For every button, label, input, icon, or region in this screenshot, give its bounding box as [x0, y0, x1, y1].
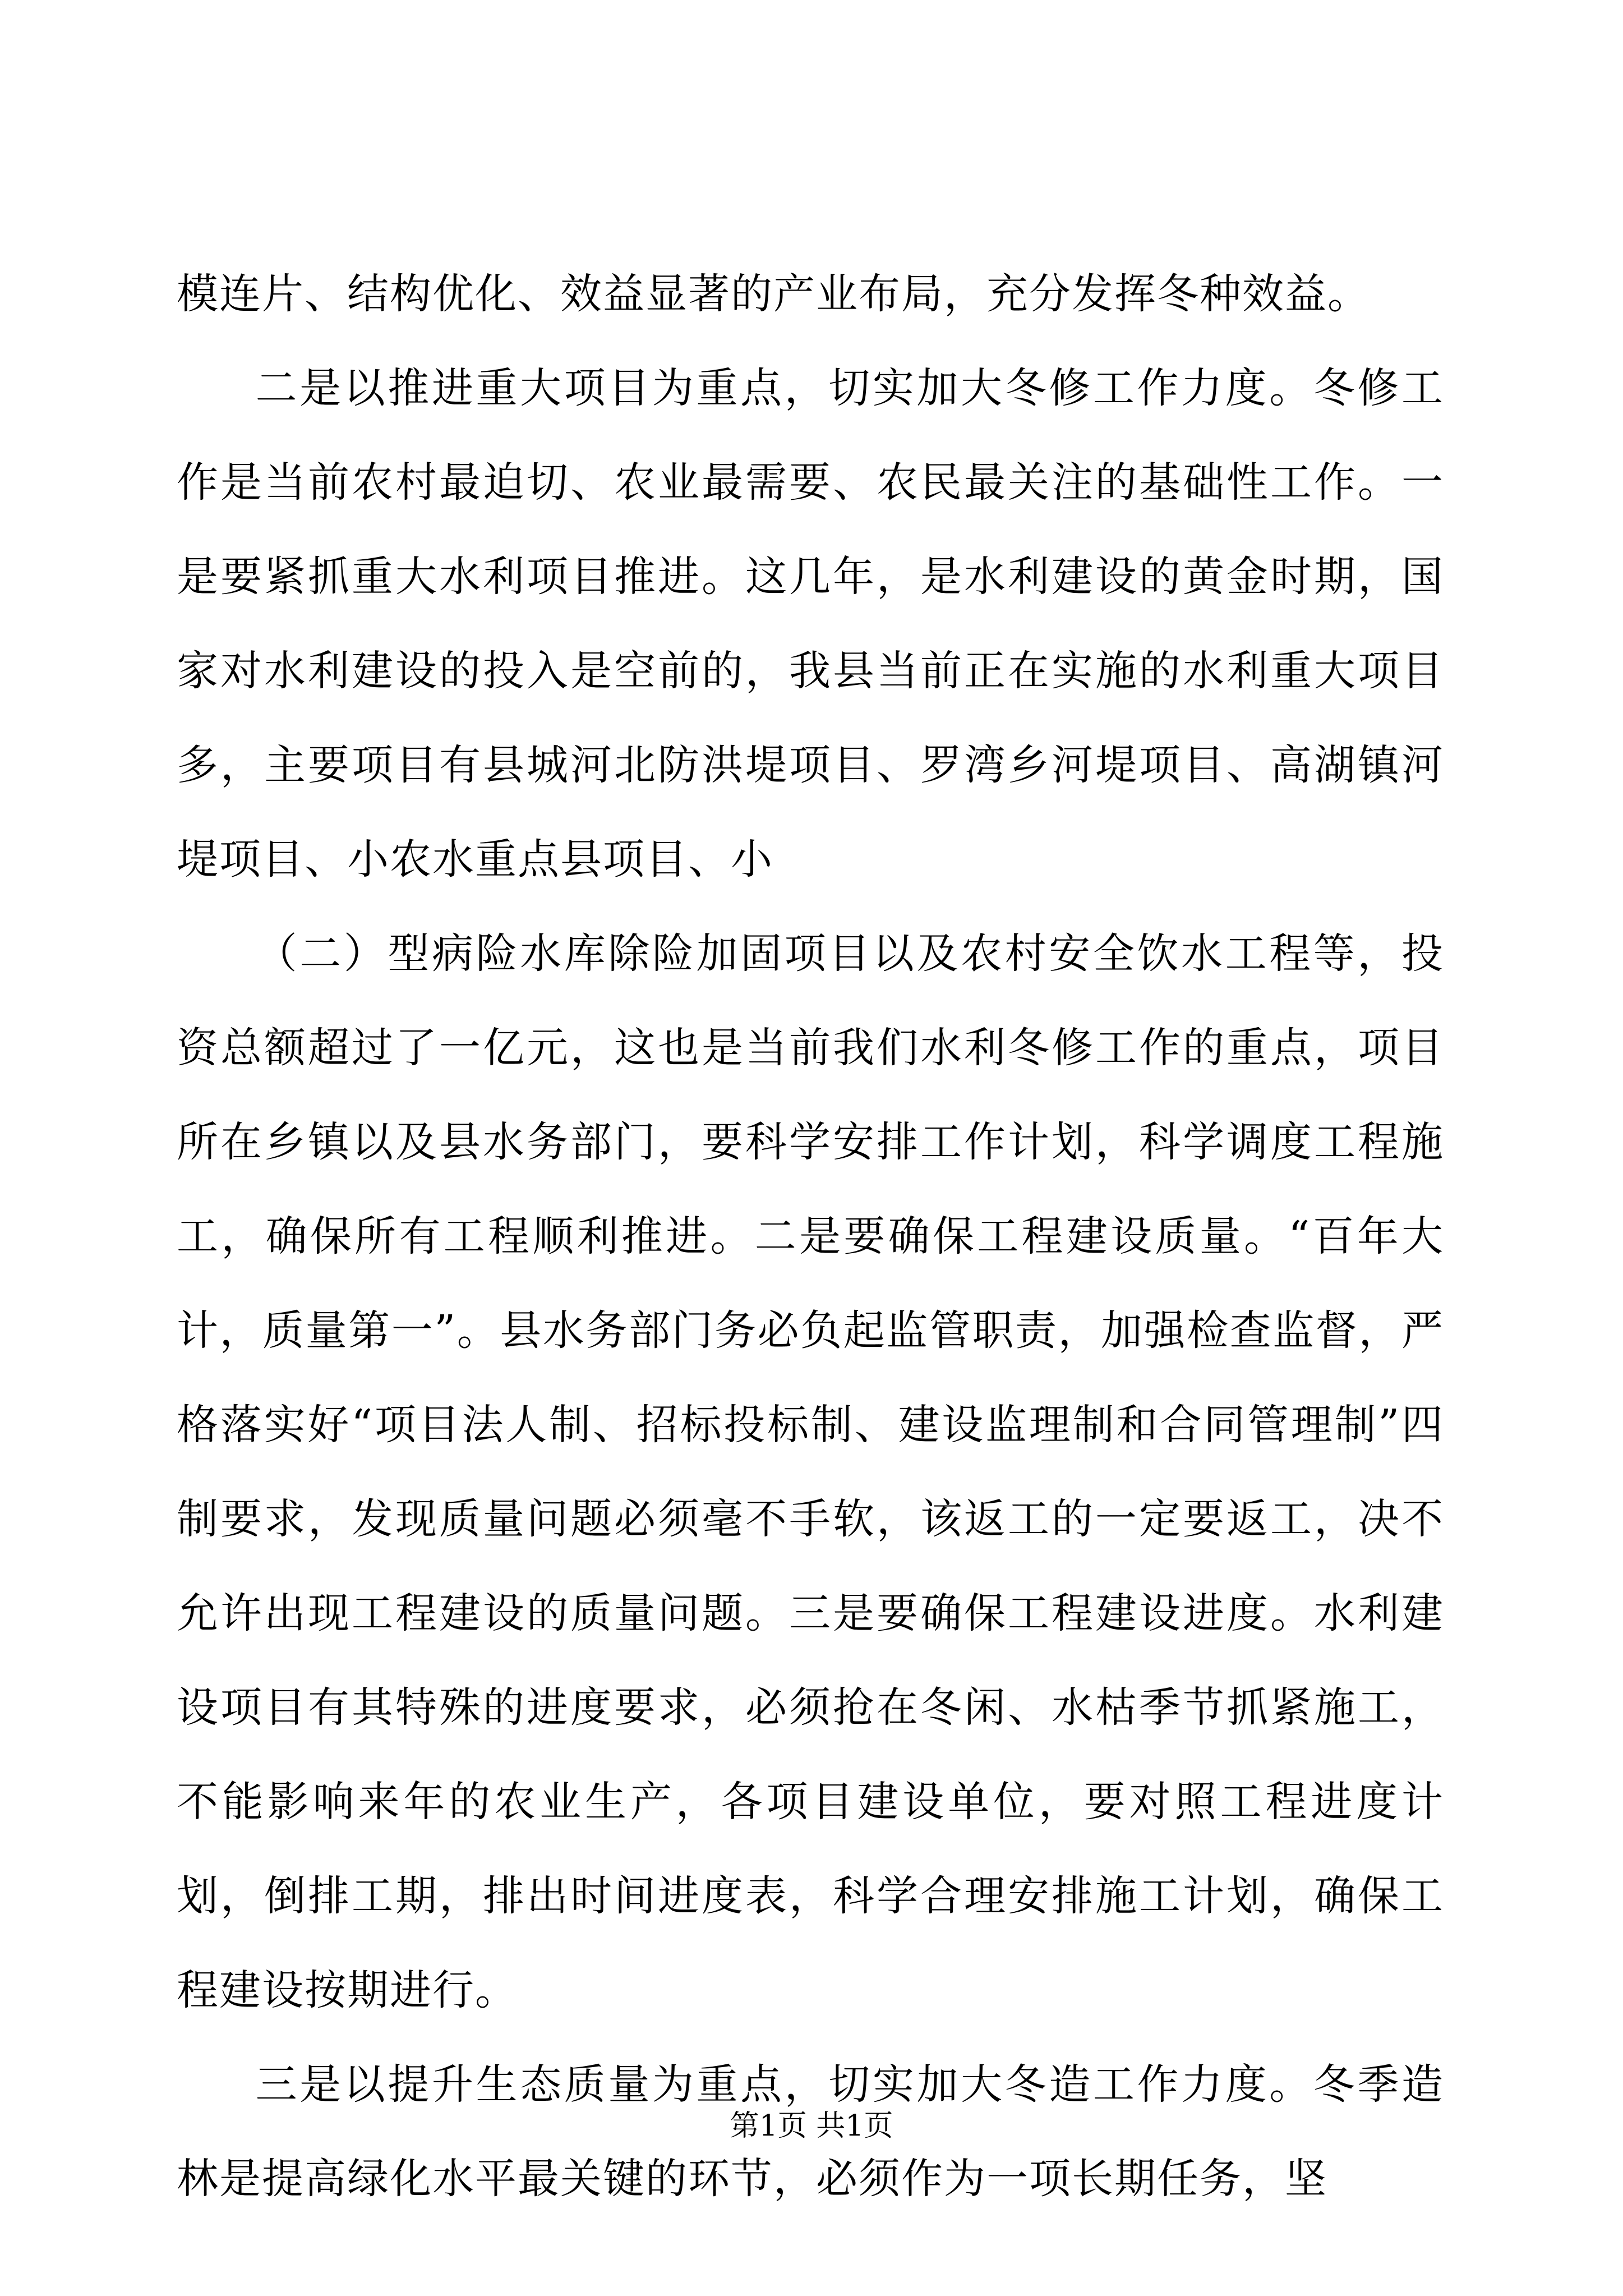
paragraph-winter-repair: 二是以推进重大项目为重点，切实加大冬修工作力度。冬修工作是当前农村最迫切、农业最需要、农民最关注的基础性工作。一是要紧抓重大水利项目推进。这几年，是水利建设的黄金时期，国家对水利建设的投入是空前的，我县当前正在实施的水利重大项目多，主要项目有县城河北防洪堤项目、罗湾乡河堤项目、高湖镇河堤项目、小农水重点县项目、小: [177, 364, 1444, 884]
paragraph-winter-afforestation: 三是以提升生态质量为重点，切实加大冬造工作力度。冬季造林是提高绿化水平最关键的环节，必须作为一项长期任务，坚: [177, 2060, 1444, 2203]
page-footer: 第1页 共1页: [730, 2109, 893, 2143]
document-body: [177, 247, 1444, 2226]
paragraph-continuation: 模连片、结构优化、效益显著的产业布局，充分发挥冬种效益。: [177, 270, 1370, 318]
paragraph-reservoir-projects: （二）型病险水库除险加固项目以及农村安全饮水工程等，投资总额超过了一亿元，这也是当前我们水利冬修工作的重点，项目所在乡镇以及县水务部门，要科学安排工作计划，科学调度工程施工，确保所有工程顺利推进。二是要确保工程建设质量。“百年大计，质量第一”。县水务部门务必负起监管职责，加强检查监督，严格落实好“项目法人制、招标投标制、建设监理制和合同管理制”四制要求，发现质量问题必须毫不手软，该返工的一定要返工，决不允许出现工程建设的质量问题。三是要确保工程建设进度。水利建设项目有其特殊的进度要求，必须抢在冬闲、水枯季节抓紧施工，不能影响来年的农业生产，各项目建设单位，要对照工程进度计划，倒排工期，排出时间进度表，科学合理安排施工计划，确保工程建设按期进行。: [177, 930, 1444, 2014]
